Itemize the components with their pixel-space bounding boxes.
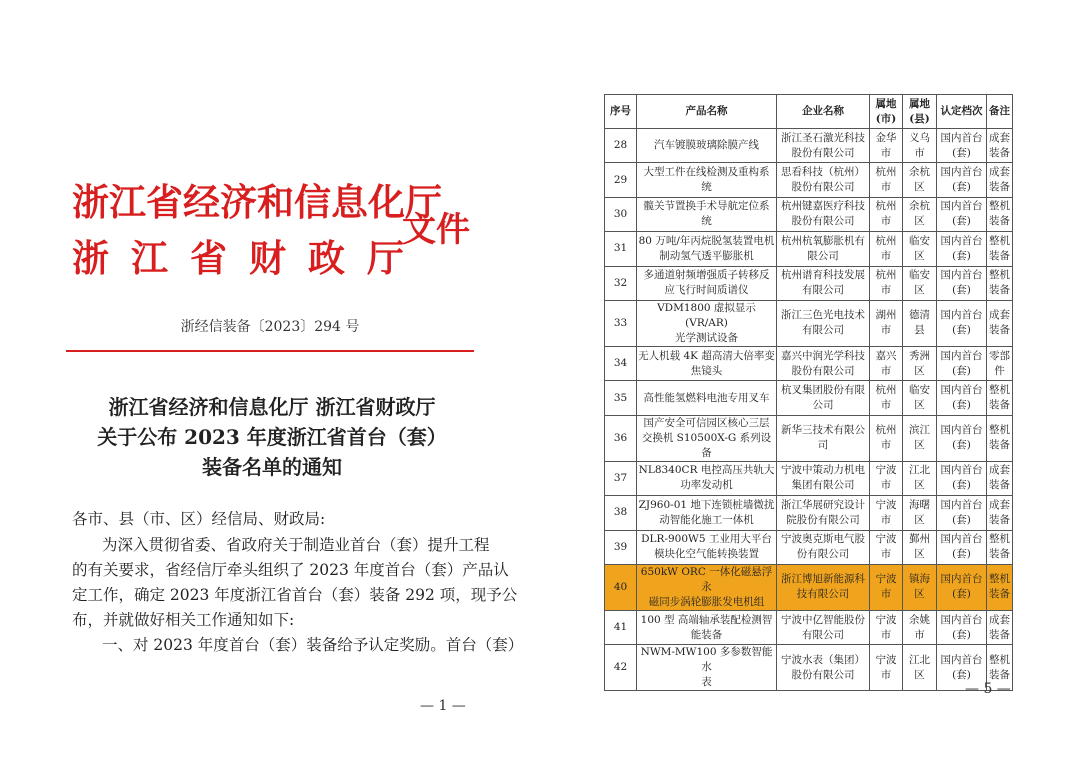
cell-company-line: 有限公司 [802,628,844,641]
cell-product-line: 应飞行时间质谱仪 [664,284,749,297]
cell-company [777,232,870,266]
cell-city: 杭州市 [870,232,903,266]
cell-no: 28 [605,129,637,163]
cell-city: 杭州市 [870,163,903,197]
cell-product-line: VDM1800 虚拟显示(VR/AR) [657,301,756,329]
cell-product-line: DLR-900W5 工业用大平台 [641,533,772,546]
cell-product [637,163,777,197]
cell-city: 湖州市 [870,300,903,346]
cell-product-line: 焦镜头 [690,364,723,377]
cell-note-line: 整机 [989,234,1010,247]
cell-grade [937,610,987,644]
cell-grade-line: 国内首台 [940,533,983,546]
cell-city: 嘉兴市 [870,346,903,380]
cell-grade-line: (套) [952,324,971,337]
cell-city: 杭州市 [870,266,903,300]
cell-note-line: 装备 [989,215,1010,228]
cell-grade-line: (套) [952,146,971,159]
cell-product-line: 多通道射频增强质子转移反 [643,269,770,282]
cell-note [987,129,1013,163]
cell-company [777,197,870,231]
cell-no: 42 [605,645,637,691]
cell-product-line: 动智能化施工一体机 [659,513,754,526]
cell-company [777,564,870,610]
cell-grade-line: 国内首台 [940,234,983,247]
cell-no: 39 [605,530,637,564]
cell-no: 29 [605,163,637,197]
cell-city: 宁波市 [870,610,903,644]
cell-product [637,232,777,266]
cell-city: 杭州市 [870,381,903,415]
cell-county: 临安区 [903,381,937,415]
cell-grade [937,461,987,495]
cell-company [777,381,870,415]
cell-note-line: 装备 [989,249,1010,262]
issuer-header-line1: 浙江省经济和信息化厅 [72,180,442,224]
cell-product [637,129,777,163]
cell-no: 33 [605,300,637,346]
cell-note-line: 装备 [989,548,1010,561]
header-county [903,95,937,129]
cell-city: 宁波市 [870,461,903,495]
cell-product-line: 髋关节置换手术导航定位系 [643,200,770,213]
red-divider [66,350,474,352]
cell-grade [937,300,987,346]
cell-company-line: 集团有限公司 [791,479,855,492]
cell-company-line: 杭州杭氧膨胀机有 [781,234,865,247]
cell-no: 30 [605,197,637,231]
cell-city: 宁波市 [870,564,903,610]
equipment-list-table [604,94,1013,691]
cell-county: 秀洲区 [903,346,937,380]
cell-product-line: 汽车镀膜玻璃除膜产线 [654,139,759,152]
cell-no: 36 [605,415,637,461]
cell-company-line: 股份有限公司 [791,215,855,228]
header-city-line2: (市) [875,112,897,125]
cell-grade-line: 国内首台 [940,653,983,666]
cell-grade-line: (套) [952,628,971,641]
cell-note-line: 装备 [989,181,1010,194]
table-row [605,197,1013,231]
cell-grade [937,564,987,610]
table-row [605,381,1013,415]
cell-grade-line: (套) [952,668,971,681]
cell-note [987,530,1013,564]
cell-grade-line: (套) [952,181,971,194]
cell-city: 宁波市 [870,530,903,564]
cell-product [637,197,777,231]
cell-note-line: 成套 [989,131,1010,144]
cell-company [777,266,870,300]
table-row [605,232,1013,266]
cell-company-line: 嘉兴中润光学科技 [781,349,865,362]
header-product: 产品名称 [637,95,777,129]
cell-grade-line: 国内首台 [940,573,983,586]
cell-note [987,266,1013,300]
cell-city: 宁波市 [870,496,903,530]
cell-grade [937,197,987,231]
body-paragraph-line: 为深入贯彻省委、省政府关于制造业首台（套）提升工程 [102,536,490,554]
cell-city: 杭州市 [870,415,903,461]
header-company: 企业名称 [777,95,870,129]
header-no: 序号 [605,95,637,129]
cell-product-line: 能装备 [690,628,723,641]
cell-company [777,645,870,691]
cell-note [987,610,1013,644]
cell-grade-line: 国内首台 [940,309,983,322]
cell-product-line: 大型工件在线检测及重构系 [643,166,770,179]
cell-note-line: 整机 [989,653,1010,666]
cell-note-line: 整机 [989,384,1010,397]
cell-company-line: 杭叉集团股份有限 [781,384,865,397]
table-row [605,129,1013,163]
cell-note-line: 整机 [989,573,1010,586]
header-county-line1: 属地 [909,97,930,110]
cell-city: 杭州市 [870,197,903,231]
cell-product-line: NL8340CR 电控高压共轨大 [638,464,775,477]
cell-county: 德清县 [903,300,937,346]
cell-company [777,530,870,564]
cell-no: 34 [605,346,637,380]
cell-company-line: 有限公司 [802,324,844,337]
cell-product-line: 统 [701,181,712,194]
cell-note-line: 整机 [989,269,1010,282]
cell-grade [937,530,987,564]
cell-grade-line: (套) [952,548,971,561]
cell-company-line: 技有限公司 [796,588,850,601]
cell-county: 临安区 [903,232,937,266]
cell-grade [937,496,987,530]
cell-note [987,461,1013,495]
cell-note-line: 装备 [989,284,1010,297]
cell-grade [937,415,987,461]
table-body [605,129,1013,691]
cell-grade [937,266,987,300]
table-header-row [605,95,1013,129]
cell-product-line: 无人机载 4K 超高清大倍率变 [638,349,775,362]
cell-note-line: 成套 [989,498,1010,511]
cell-company [777,610,870,644]
issuer-header-line2: 浙江省财政厅 [72,236,426,280]
notice-title-line2: 关于公布 2023 年度浙江省首台（套） [97,425,447,449]
cell-company [777,300,870,346]
cell-product [637,415,777,461]
cell-grade-line: 国内首台 [940,498,983,511]
cell-product [637,496,777,530]
cell-grade-line: 国内首台 [940,131,983,144]
cell-product [637,564,777,610]
cell-company-line: 股份有限公司 [791,146,855,159]
cell-grade-line: 国内首台 [940,613,983,626]
table-row [605,496,1013,530]
cell-product-line: 功率发动机 [680,479,733,492]
header-county-line2: (县) [909,112,930,125]
cell-note-line: 装备 [989,146,1010,159]
cell-no: 31 [605,232,637,266]
cell-grade [937,163,987,197]
cell-grade-line: (套) [952,215,971,228]
cell-product-line: 光学测试设备 [675,331,738,344]
cell-product-line: 模块化空气能转换装置 [654,548,759,561]
cell-county: 海曙区 [903,496,937,530]
cell-company-line: 新华三技术有限公 [781,424,865,437]
cell-grade-line: 国内首台 [940,200,983,213]
cell-no: 37 [605,461,637,495]
cell-note-line: 装备 [989,479,1010,492]
notice-title-line3: 装备名单的通知 [202,455,342,479]
cell-note-line: 零部 [989,349,1010,362]
cell-grade-line: 国内首台 [940,464,983,477]
cell-product-line: 国产安全可信园区核心三层 [643,416,770,429]
cell-note-line: 成套 [989,613,1010,626]
cell-product-line: 100 型 高端轴承装配检测智 [640,613,773,626]
cell-product-line: 交换机 S10500X-G 系列设备 [641,431,772,459]
page-number-right: — 5 — [965,681,1011,697]
cell-product-line: 80 万吨/年丙烷脱氢装置电机 [638,234,775,247]
body-paragraph-line: 的有关要求，省经信厅牵头组织了 2023 年度首台（套）产品认 [72,561,509,579]
table-row [605,346,1013,380]
body-paragraph-line: 定工作，确定 2023 年度浙江省首台（套）装备 292 项，现予公 [72,586,518,604]
table-row [605,300,1013,346]
cell-company-line: 宁波水表（集团） [781,653,865,666]
cell-note-line: 成套 [989,309,1010,322]
cell-product [637,610,777,644]
cell-product [637,645,777,691]
cell-grade-line: 国内首台 [940,166,983,179]
cell-grade-line: (套) [952,588,971,601]
cell-company-line: 份有限公司 [796,548,850,561]
cell-company-line: 限公司 [807,249,839,262]
cell-company-line: 公司 [812,399,834,412]
cell-company-line: 浙江圣石激光科技 [781,131,865,144]
cell-note-line: 装备 [989,628,1010,641]
cell-note-line: 整机 [989,200,1010,213]
cell-note-line: 装备 [989,668,1010,681]
cell-product-line: 统 [701,215,712,228]
cell-product [637,381,777,415]
cell-company-line: 浙江华展研究设计 [781,498,865,511]
cell-county: 临安区 [903,266,937,300]
table-row [605,163,1013,197]
cell-company [777,346,870,380]
table-row [605,266,1013,300]
cell-note-line: 件 [994,364,1005,377]
cell-company [777,461,870,495]
cell-product-line: 高性能氢燃料电池专用叉车 [643,391,770,404]
cell-note-line: 装备 [989,513,1010,526]
cell-product-line: 表 [701,676,712,689]
table-row [605,564,1013,610]
cell-grade [937,381,987,415]
cell-no: 38 [605,496,637,530]
cell-product [637,346,777,380]
cell-company-line: 浙江三色光电技术 [781,309,865,322]
cell-no: 35 [605,381,637,415]
cell-note-line: 整机 [989,533,1010,546]
cell-note [987,415,1013,461]
cell-grade-line: (套) [952,479,971,492]
cell-product [637,266,777,300]
cell-grade-line: 国内首台 [940,384,983,397]
cell-grade [937,346,987,380]
cell-county: 江北区 [903,461,937,495]
cell-company-line: 司 [817,439,829,452]
cell-product-line: NWM-MW100 多参数智能水 [640,646,773,674]
cell-company-line: 股份有限公司 [791,668,855,681]
cell-note [987,300,1013,346]
cell-grade-line: (套) [952,513,971,526]
header-note: 备注 [987,95,1013,129]
cell-company [777,415,870,461]
cell-no: 40 [605,564,637,610]
cell-note [987,197,1013,231]
cell-city: 宁波市 [870,645,903,691]
cell-company-line: 宁波中策动力机电 [781,464,865,477]
cell-note [987,163,1013,197]
cell-product-line: 650kW ORC 一体化磁悬浮永 [640,565,773,593]
cell-note-line: 成套 [989,166,1010,179]
cell-company-line: 股份有限公司 [791,364,855,377]
cell-company-line: 院股份有限公司 [786,513,860,526]
body-paragraph-line: 一、对 2023 年度首台（套）装备给予认定奖励。首台（套） [102,636,524,654]
cell-company-line: 杭州键嘉医疗科技 [781,200,865,213]
document-number: 浙经信装备〔2023〕294 号 [180,319,360,335]
table-row [605,530,1013,564]
cell-grade-line: 国内首台 [940,424,983,437]
cell-county: 滨江区 [903,415,937,461]
cell-county: 余杭区 [903,163,937,197]
cell-product [637,461,777,495]
cell-county: 鄞州区 [903,530,937,564]
cell-note-line: 装备 [989,588,1010,601]
table-row [605,461,1013,495]
table-row [605,645,1013,691]
cell-company-line: 思看科技（杭州） [781,166,865,179]
cell-product-line: 磁同步涡轮膨胀发电机组 [648,595,765,608]
cell-company-line: 股份有限公司 [791,181,855,194]
cell-note-line: 成套 [989,464,1010,477]
cell-county: 镇海区 [903,564,937,610]
header-city [870,95,903,129]
cell-grade [937,129,987,163]
cell-city: 金华市 [870,129,903,163]
cell-note [987,381,1013,415]
cell-note [987,346,1013,380]
cell-product [637,300,777,346]
cell-note-line: 整机 [989,424,1010,437]
cell-note-line: 装备 [989,399,1010,412]
cell-note [987,564,1013,610]
cell-county: 江北区 [903,645,937,691]
cell-company [777,496,870,530]
cell-grade-line: (套) [952,364,971,377]
cell-company [777,129,870,163]
cell-grade [937,232,987,266]
cell-company [777,163,870,197]
header-city-line1: 属地 [875,97,897,110]
cell-grade-line: 国内首台 [940,349,983,362]
cell-grade-line: (套) [952,439,971,452]
table-row [605,610,1013,644]
cell-company-line: 宁波奥克斯电气股 [781,533,865,546]
cell-grade-line: (套) [952,249,971,262]
cell-product-line: ZJ960-01 地下连锁桩墙微扰 [638,498,775,511]
document-type-label: 文件 [402,210,470,250]
notice-title-line1: 浙江省经济和信息化厅 浙江省财政厅 [108,395,436,419]
cell-company-line: 杭州谱育科技发展 [781,269,865,282]
cell-grade-line: (套) [952,399,971,412]
cell-product-line: 制动氢气透平膨胀机 [659,249,754,262]
cell-no: 41 [605,610,637,644]
cell-county: 义乌市 [903,129,937,163]
cell-county: 余杭区 [903,197,937,231]
cell-grade-line: (套) [952,284,971,297]
table-row [605,415,1013,461]
addressee-line: 各市、县（市、区）经信局、财政局: [72,510,326,528]
page-number-left: — 1 — [420,698,466,714]
cell-company-line: 宁波中亿智能股份 [781,613,865,626]
cell-note [987,496,1013,530]
cell-product [637,530,777,564]
cell-company-line: 浙江博旭新能源科 [781,573,865,586]
body-paragraph-line: 布，并就做好相关工作通知如下: [72,611,295,629]
cell-grade-line: 国内首台 [940,269,983,282]
cell-note-line: 装备 [989,324,1010,337]
cell-note-line: 装备 [989,439,1010,452]
cell-no: 32 [605,266,637,300]
cell-company-line: 有限公司 [802,284,844,297]
header-grade: 认定档次 [937,95,987,129]
cell-county: 余姚市 [903,610,937,644]
cell-note [987,232,1013,266]
